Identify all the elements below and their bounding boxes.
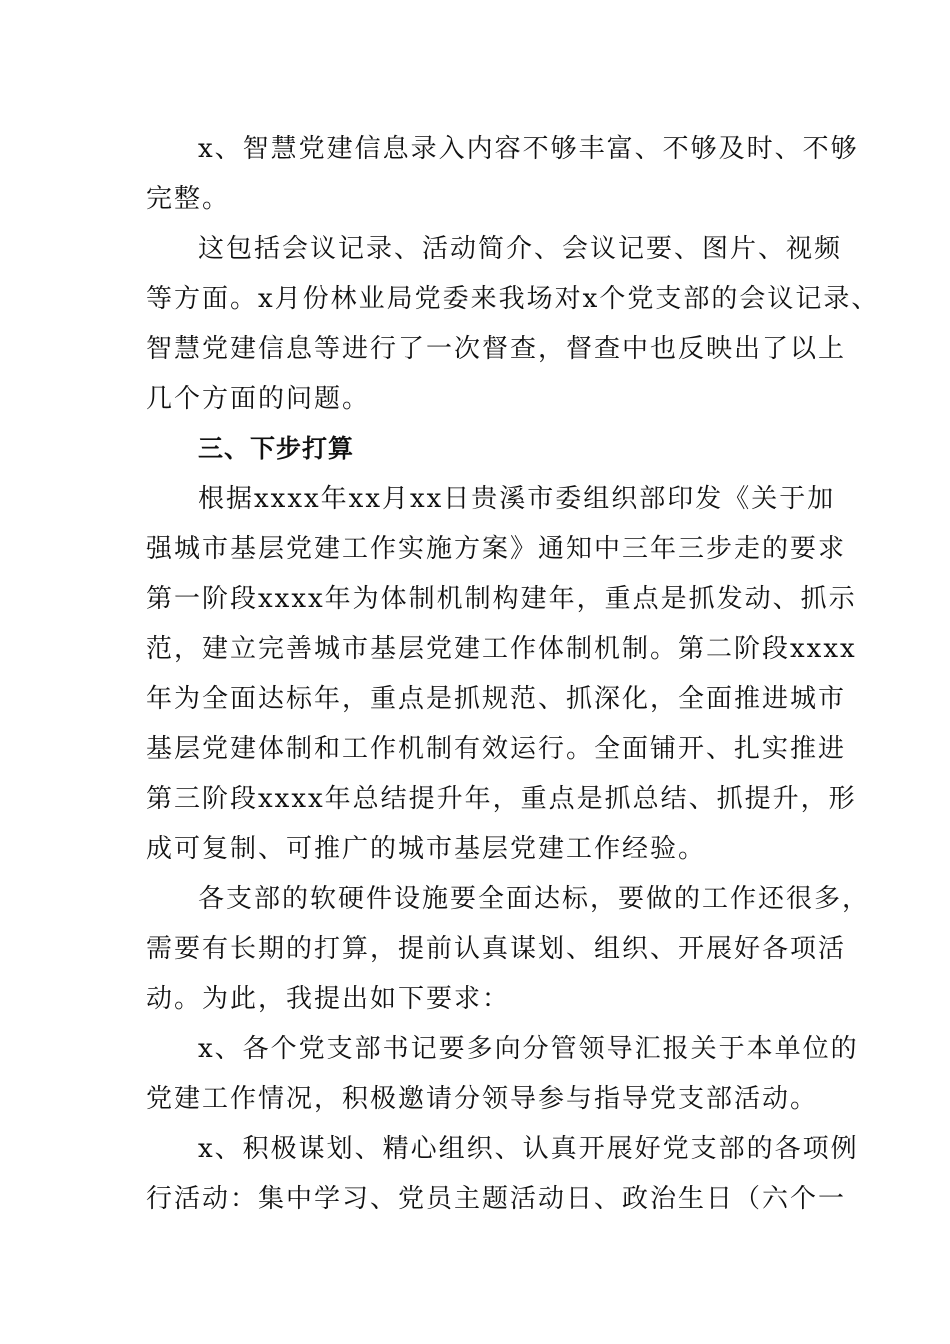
text-line: 需要有长期的打算，提前认真谋划、组织、开展好各项活 xyxy=(146,934,847,964)
document-body xyxy=(146,124,880,1224)
text-line: x、智慧党建信息录入内容不够丰富、不够及时、不够 xyxy=(198,134,859,164)
text-line: 强城市基层党建工作实施方案》通知中三年三步走的要求 xyxy=(146,534,847,564)
text-line: 成可复制、可推广的城市基层党建工作经验。 xyxy=(146,834,707,864)
paragraph xyxy=(146,1024,859,1124)
text-line: 各支部的软硬件设施要全面达标，要做的工作还很多， xyxy=(198,884,871,914)
text-line: 基层党建体制和工作机制有效运行。全面铺开、扎实推进 xyxy=(146,734,847,764)
text-line: 行活动：集中学习、党员主题活动日、政治生日（六个一 xyxy=(146,1184,847,1214)
text-line: 动。为此，我提出如下要求： xyxy=(146,984,511,1014)
text-line: 党建工作情况，积极邀请分领导参与指导党支部活动。 xyxy=(146,1084,819,1114)
text-line: x、积极谋划、精心组织、认真开展好党支部的各项例 xyxy=(198,1134,859,1164)
text-line: 第三阶段xxxx年总结提升年，重点是抓总结、抓提升，形 xyxy=(146,784,857,814)
paragraph xyxy=(146,124,859,224)
paragraph xyxy=(146,474,857,874)
text-line: 几个方面的问题。 xyxy=(146,384,371,414)
paragraph xyxy=(146,874,871,1024)
text-line: 根据xxxx年xx月xx日贵溪市委组织部印发《关于加 xyxy=(198,484,836,514)
text-line: 智慧党建信息等进行了一次督查，督查中也反映出了以上 xyxy=(146,334,847,364)
paragraph xyxy=(146,224,880,424)
text-line: 这包括会议记录、活动简介、会议记要、图片、视频 xyxy=(198,234,843,264)
paragraph xyxy=(146,1124,859,1224)
text-line: 范，建立完善城市基层党建工作体制机制。第二阶段xxxx xyxy=(146,634,857,664)
text-line: 第一阶段xxxx年为体制机制构建年，重点是抓发动、抓示 xyxy=(146,584,857,614)
text-line: 完整。 xyxy=(146,184,231,214)
section-heading: 三、下步打算 xyxy=(198,434,355,463)
text-line: x、各个党支部书记要多向分管领导汇报关于本单位的 xyxy=(198,1034,859,1064)
text-line: 年为全面达标年，重点是抓规范、抓深化，全面推进城市 xyxy=(146,684,847,714)
text-line: 等方面。x月份林业局党委来我场对x个党支部的会议记录、 xyxy=(146,284,880,314)
